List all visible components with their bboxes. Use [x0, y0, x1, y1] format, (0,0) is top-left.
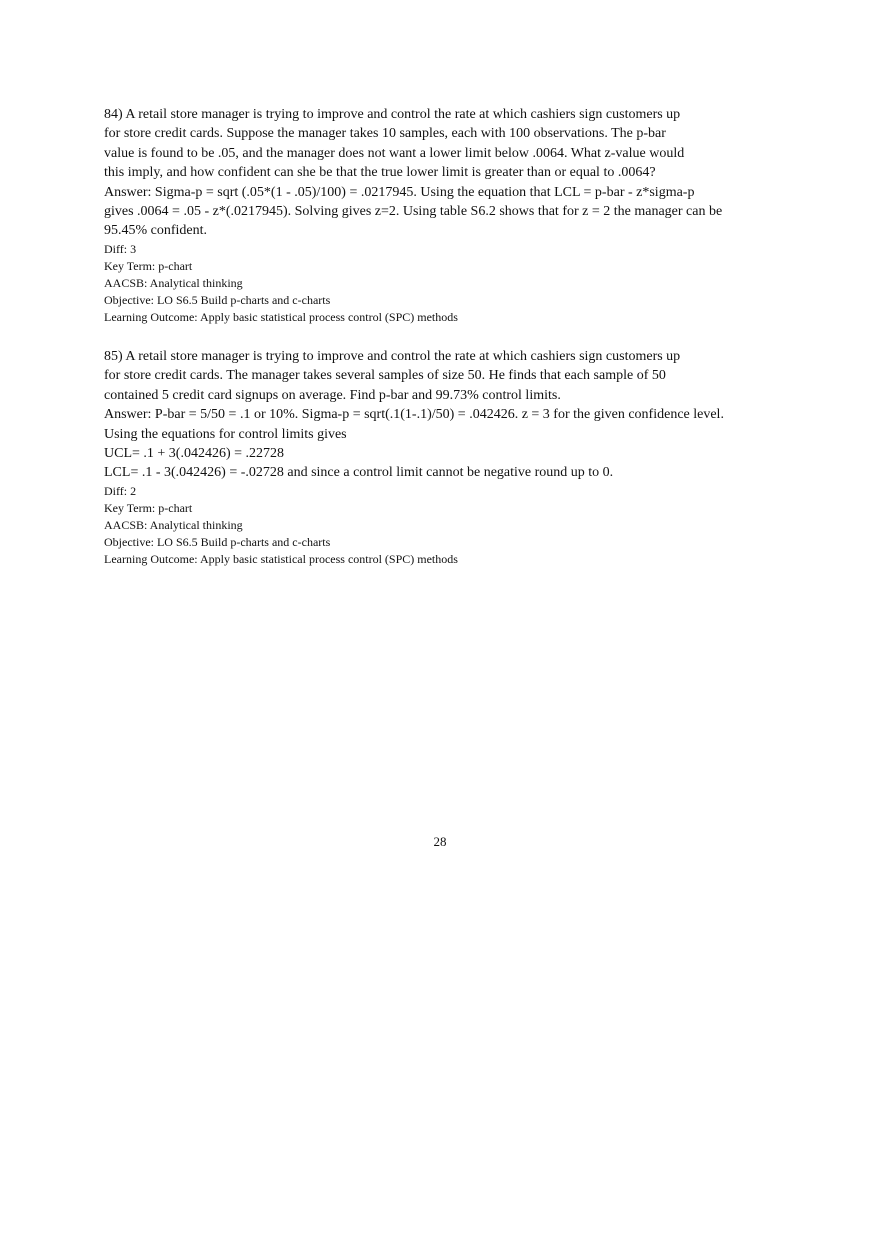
aacsb-meta: AACSB: Analytical thinking: [104, 275, 243, 290]
objective-meta: Objective: LO S6.5 Build p-charts and c-charts: [104, 292, 331, 307]
answer-line: UCL= .1 + 3(.042426) = .22728: [104, 446, 285, 462]
learning-outcome-meta: Learning Outcome: Apply basic statistical process control (SPC) methods: [104, 551, 458, 566]
answer-line: Using the equations for control limits gives: [104, 426, 347, 442]
answer-line: 95.45% confident.: [104, 223, 208, 239]
question-line: 85) A retail store manager is trying to improve and control the rate at which cashiers sign customers up: [104, 349, 681, 364]
question-84-block: [104, 105, 764, 326]
answer-line: Answer: P-bar = 5/50 = .1 or 10%. Sigma-p = sqrt(.1(1-.1)/50) = .042426. z = 3 for the given confidence level.: [104, 407, 724, 423]
difficulty-meta: Diff: 3: [104, 241, 137, 256]
question-line: value is found to be .05, and the manager does not want a lower limit below .0064. What z-value would: [104, 145, 685, 161]
key-term-meta: Key Term: p-chart: [104, 258, 193, 273]
difficulty-meta: Diff: 2: [104, 483, 137, 498]
answer-line: Answer: Sigma-p = sqrt (.05*(1 - .05)/100) = .0217945. Using the equation that LCL = p-bar - z*sigma-p: [104, 184, 695, 200]
question-line: this imply, and how confident can she be that the true lower limit is greater than or equal to .0064?: [104, 165, 656, 181]
answer-line: LCL= .1 - 3(.042426) = -.02728 and since a control limit cannot be negative round up to 0.: [104, 465, 614, 481]
objective-meta: Objective: LO S6.5 Build p-charts and c-charts: [104, 534, 331, 549]
question-line: contained 5 credit card signups on average. Find p-bar and 99.73% control limits.: [104, 387, 561, 403]
learning-outcome-meta: Learning Outcome: Apply basic statistical process control (SPC) methods: [104, 309, 458, 324]
question-85-block: [104, 347, 764, 568]
aacsb-meta: AACSB: Analytical thinking: [104, 517, 243, 532]
page-number: 28: [433, 834, 447, 849]
answer-line: gives .0064 = .05 - z*(.0217945). Solving gives z=2. Using table S6.2 shows that for z = 2 the manager can be: [104, 204, 723, 220]
key-term-meta: Key Term: p-chart: [104, 500, 193, 515]
question-line: for store credit cards. The manager takes several samples of size 50. He finds that each sample of 50: [104, 368, 666, 384]
question-line: 84) A retail store manager is trying to improve and control the rate at which cashiers sign customers up: [104, 107, 681, 122]
question-line: for store credit cards. Suppose the manager takes 10 samples, each with 100 observations. The p-bar: [104, 126, 666, 142]
